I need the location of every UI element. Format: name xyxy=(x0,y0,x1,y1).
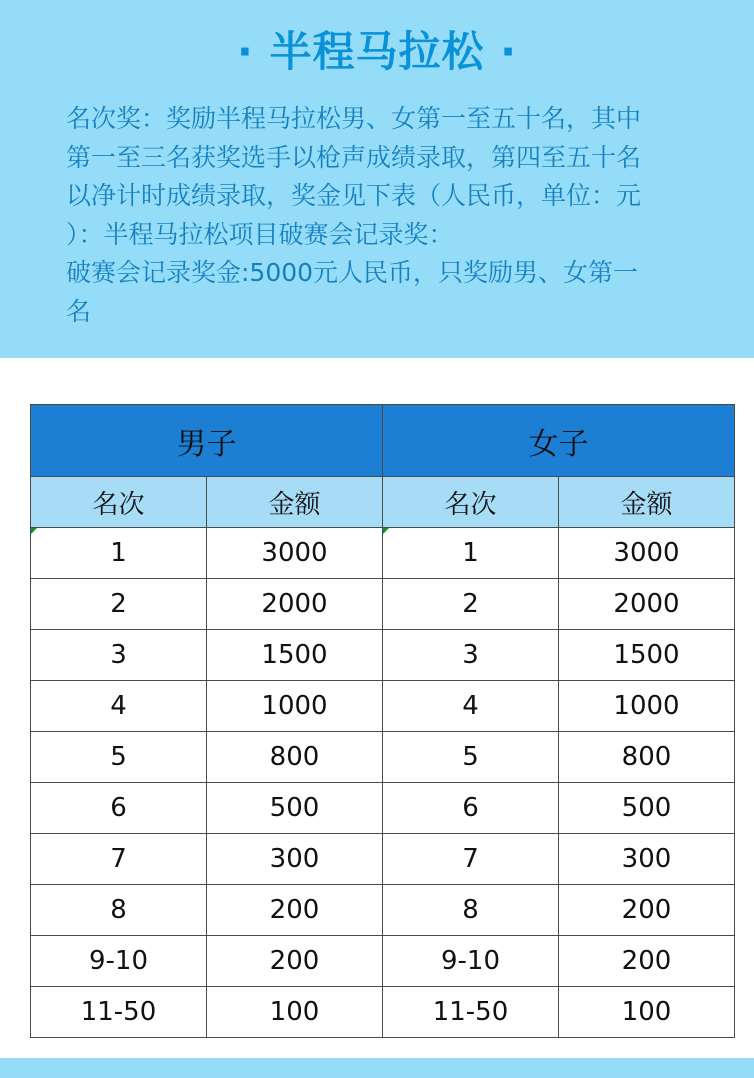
rank-cell: 3 xyxy=(383,630,559,681)
rank-cell: 5 xyxy=(383,732,559,783)
group-header-men: 男子 xyxy=(31,405,383,477)
table-row xyxy=(31,528,735,579)
amount-cell: 500 xyxy=(207,783,383,834)
rank-cell: 6 xyxy=(383,783,559,834)
column-header-rank: 名次 xyxy=(31,477,207,528)
table-row xyxy=(31,885,735,936)
rank-cell: 11-50 xyxy=(383,987,559,1038)
description-line: 以净计时成绩录取，奖金见下表（人民币，单位：元 xyxy=(66,181,642,210)
prize-table xyxy=(30,404,735,1038)
amount-cell: 1000 xyxy=(559,681,735,732)
amount-cell: 800 xyxy=(207,732,383,783)
amount-cell: 1000 xyxy=(207,681,383,732)
prize-table-container xyxy=(30,404,734,1038)
header-banner xyxy=(0,0,754,358)
rank-cell: 1 xyxy=(383,528,559,579)
amount-cell: 800 xyxy=(559,732,735,783)
table-row xyxy=(31,630,735,681)
rank-cell: 7 xyxy=(383,834,559,885)
column-header-row xyxy=(31,477,735,528)
rank-cell: 3 xyxy=(31,630,207,681)
amount-cell: 100 xyxy=(207,987,383,1038)
description-line: 破赛会记录奖金:5000元人民币，只奖励男、女第一 xyxy=(66,258,639,287)
amount-cell: 3000 xyxy=(559,528,735,579)
description-line: 第一至三名获奖选手以枪声成绩录取，第四至五十名 xyxy=(66,142,642,172)
table-row xyxy=(31,987,735,1038)
amount-cell: 1500 xyxy=(559,630,735,681)
rank-cell: 7 xyxy=(31,834,207,885)
rank-cell: 9-10 xyxy=(383,936,559,987)
amount-cell: 100 xyxy=(559,987,735,1038)
column-header-amount: 金额 xyxy=(207,477,383,528)
rank-cell: 2 xyxy=(31,579,207,630)
amount-cell: 300 xyxy=(207,834,383,885)
rank-cell: 4 xyxy=(383,681,559,732)
table-row xyxy=(31,732,735,783)
table-row xyxy=(31,783,735,834)
column-header-rank: 名次 xyxy=(383,477,559,528)
rank-cell: 4 xyxy=(31,681,207,732)
rank-cell: 8 xyxy=(31,885,207,936)
group-header-row xyxy=(31,405,735,477)
amount-cell: 2000 xyxy=(559,579,735,630)
amount-cell: 500 xyxy=(559,783,735,834)
footer-band xyxy=(0,1058,754,1078)
rank-cell: 9-10 xyxy=(31,936,207,987)
rank-cell: 5 xyxy=(31,732,207,783)
rank-cell: 6 xyxy=(31,783,207,834)
rank-cell: 2 xyxy=(383,579,559,630)
column-header-amount: 金额 xyxy=(559,477,735,528)
description-line: ）：半程马拉松项目破赛会记录奖： xyxy=(66,219,454,249)
amount-cell: 300 xyxy=(559,834,735,885)
group-header-women: 女子 xyxy=(383,405,735,477)
description-line: 名 xyxy=(66,296,92,326)
table-row xyxy=(31,681,735,732)
rank-cell: 11-50 xyxy=(31,987,207,1038)
prize-description xyxy=(66,100,706,331)
amount-cell: 200 xyxy=(559,936,735,987)
amount-cell: 200 xyxy=(207,885,383,936)
table-row xyxy=(31,834,735,885)
amount-cell: 3000 xyxy=(207,528,383,579)
amount-cell: 200 xyxy=(559,885,735,936)
page-title: · 半程马拉松 · xyxy=(236,27,518,76)
description-line: 名次奖：奖励半程马拉松男、女第一至五十名，其中 xyxy=(66,104,642,133)
amount-cell: 200 xyxy=(207,936,383,987)
amount-cell: 1500 xyxy=(207,630,383,681)
table-row xyxy=(31,936,735,987)
rank-cell: 1 xyxy=(31,528,207,579)
table-row xyxy=(31,579,735,630)
amount-cell: 2000 xyxy=(207,579,383,630)
rank-cell: 8 xyxy=(383,885,559,936)
